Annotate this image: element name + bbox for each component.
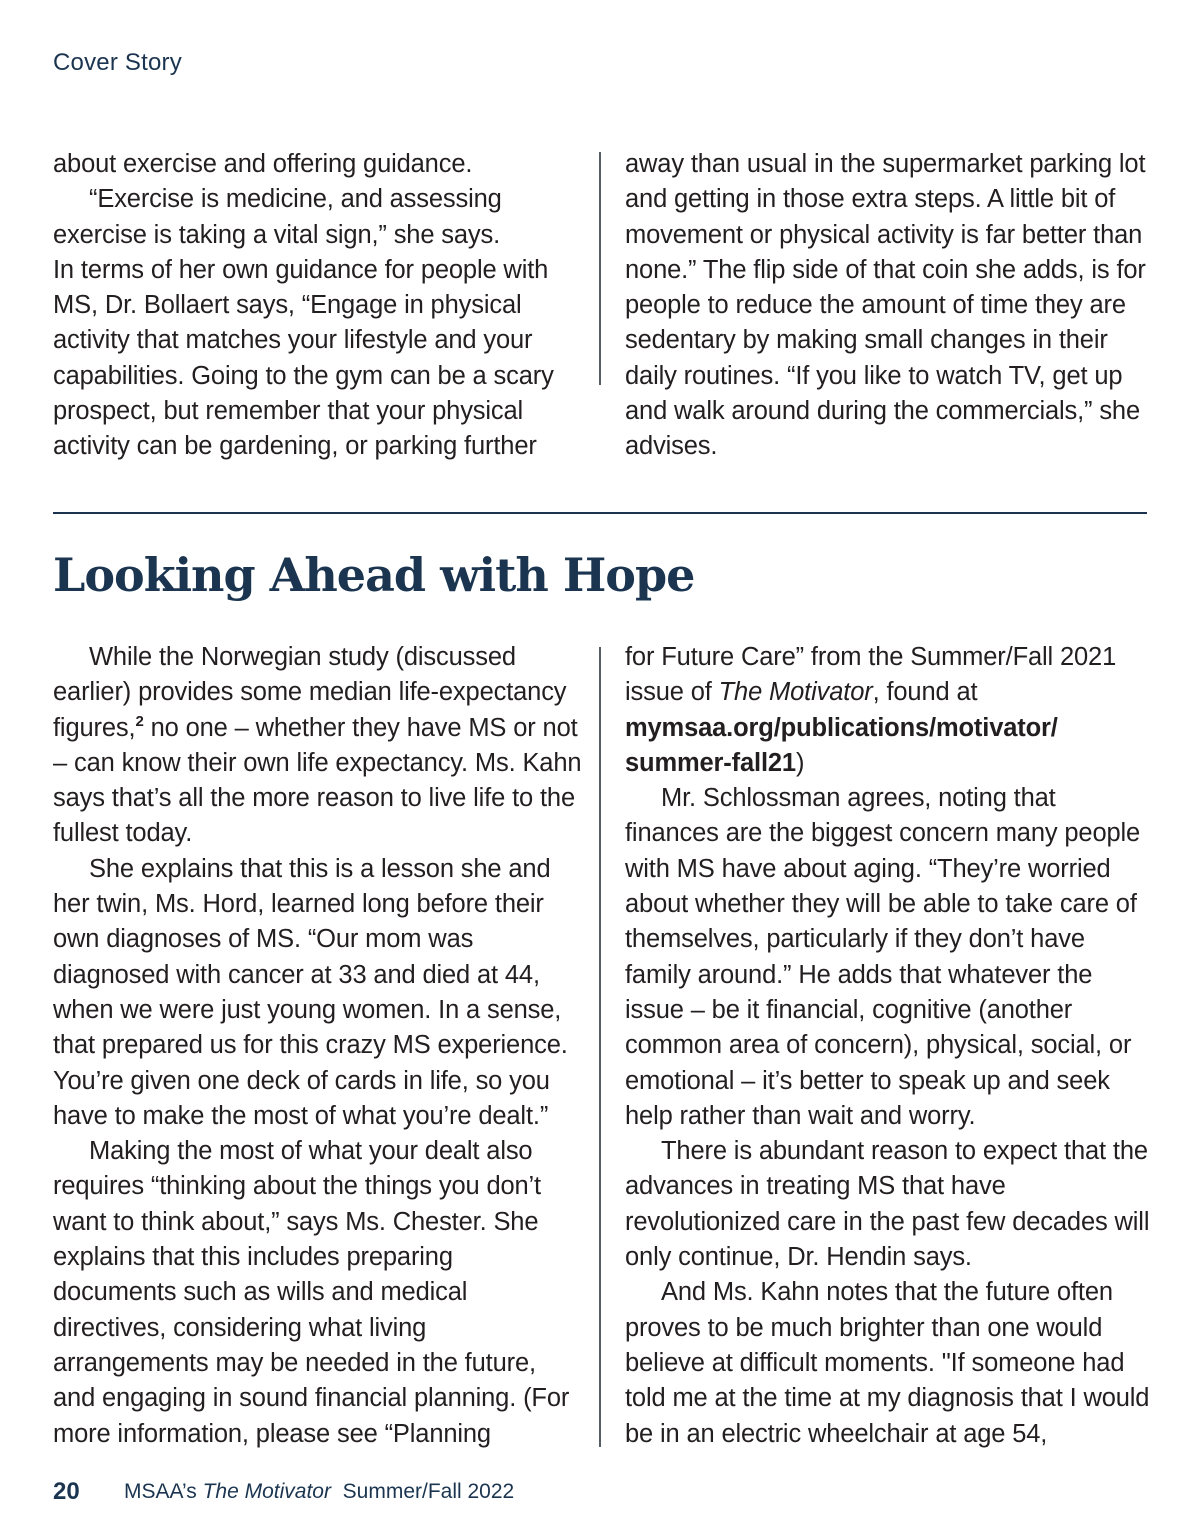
text-run: While the Norwegian study (discussed earlier) provides some median life-expectancy figures, [53,643,567,742]
paragraph: Making the most of what your dealt also requires “thinking about the things you don’t want to think about,” says Ms. Chester. She explains that this includes preparing documents such as wills and medical directives, considering what living arrangements may be needed in the future, and engaging in sound financial planning. (For more information, please see “Planning [53,1137,570,1448]
text-run: no one – whether they have MS or not – can know their own life expectancy. Ms. Kahn says that’s all the more reason to live life to the fullest today. [53,713,582,848]
paragraph: about exercise and offering guidance. [53,150,473,178]
paragraph: She explains that this is a lesson she and her twin, Ms. Hord, learned long before their own diagnoses of MS. “Our mom was diagnosed with cancer at 33 and died at 44, when we were just young women. In a sense, that prepared us for this crazy MS experience. You’re given one deck of cards in life, so you have to make the most of what you’re dealt.” [53,854,568,1130]
paragraph: “Exercise is medicine, and assessing exercise is taking a vital sign,” she says. [53,185,502,249]
section-label: Cover Story [53,49,182,76]
issue: Summer/Fall 2022 [342,1480,515,1503]
paragraph: And Ms. Kahn notes that the future often proves to be much brighter than one would believe at difficult moments. "If someone had told me at the time at my diagnosis that I would be in an electric wheelchair at age 54, [625,1278,1150,1448]
top-right-column [625,147,1155,465]
text-run: , found at [872,678,978,707]
footer-publication [124,1480,514,1504]
text-run: for Future Care” from the Summer/Fall 2021 issue of [625,643,1117,707]
top-left-column [53,147,583,465]
paragraph: In terms of her own guidance for people with MS, Dr. Bollaert says, “Engage in physical activity that matches your lifestyle and your capabilities. Going to the gym can be a scary prospect, but remember that your physical activity can be gardening, or parking further [53,255,554,461]
publisher: MSAA’s [124,1480,203,1503]
paragraph: There is abundant reason to expect that the advances in treating MS that have revolutionized care in the past few decades will only continue, Dr. Hendin says. [625,1137,1150,1272]
column-divider [599,152,601,385]
url-link[interactable]: mymsaa.org/publications/motivator/ [625,713,1058,742]
column-divider [599,647,601,1447]
text-run: ) [795,748,805,777]
section-headline: Looking Ahead with Hope [53,548,695,602]
section-right-column [625,640,1155,1452]
paragraph: away than usual in the supermarket parking lot and getting in those extra steps. A little bit of movement or physical activity is far better than none.” The flip side of that coin she adds, is for people to reduce the amount of time they are sedentary by making small changes in their daily routines. “If you like to watch TV, get up and walk around during the commercials,” she advises. [625,150,1146,461]
publication-name: The Motivator [202,1480,331,1503]
page-number: 20 [53,1478,80,1505]
paragraph [625,640,1155,781]
section-divider [53,512,1147,514]
url-link-continued[interactable]: summer-fall21 [625,748,796,777]
paragraph: Mr. Schlossman agrees, noting that finances are the biggest concern many people with MS have about aging. “They’re worried about whether they will be able to take care of themselves, particularly if they don’t have family around.” He adds that whatever the issue – be it financial, cognitive (another common area of concern), physical, social, or emotional – it’s better to speak up and seek help rather than wait and worry. [625,784,1141,1130]
paragraph [53,640,583,852]
publication-title: The Motivator [718,678,873,707]
section-left-column [53,640,583,1452]
footnote-ref: 2 [135,712,144,730]
